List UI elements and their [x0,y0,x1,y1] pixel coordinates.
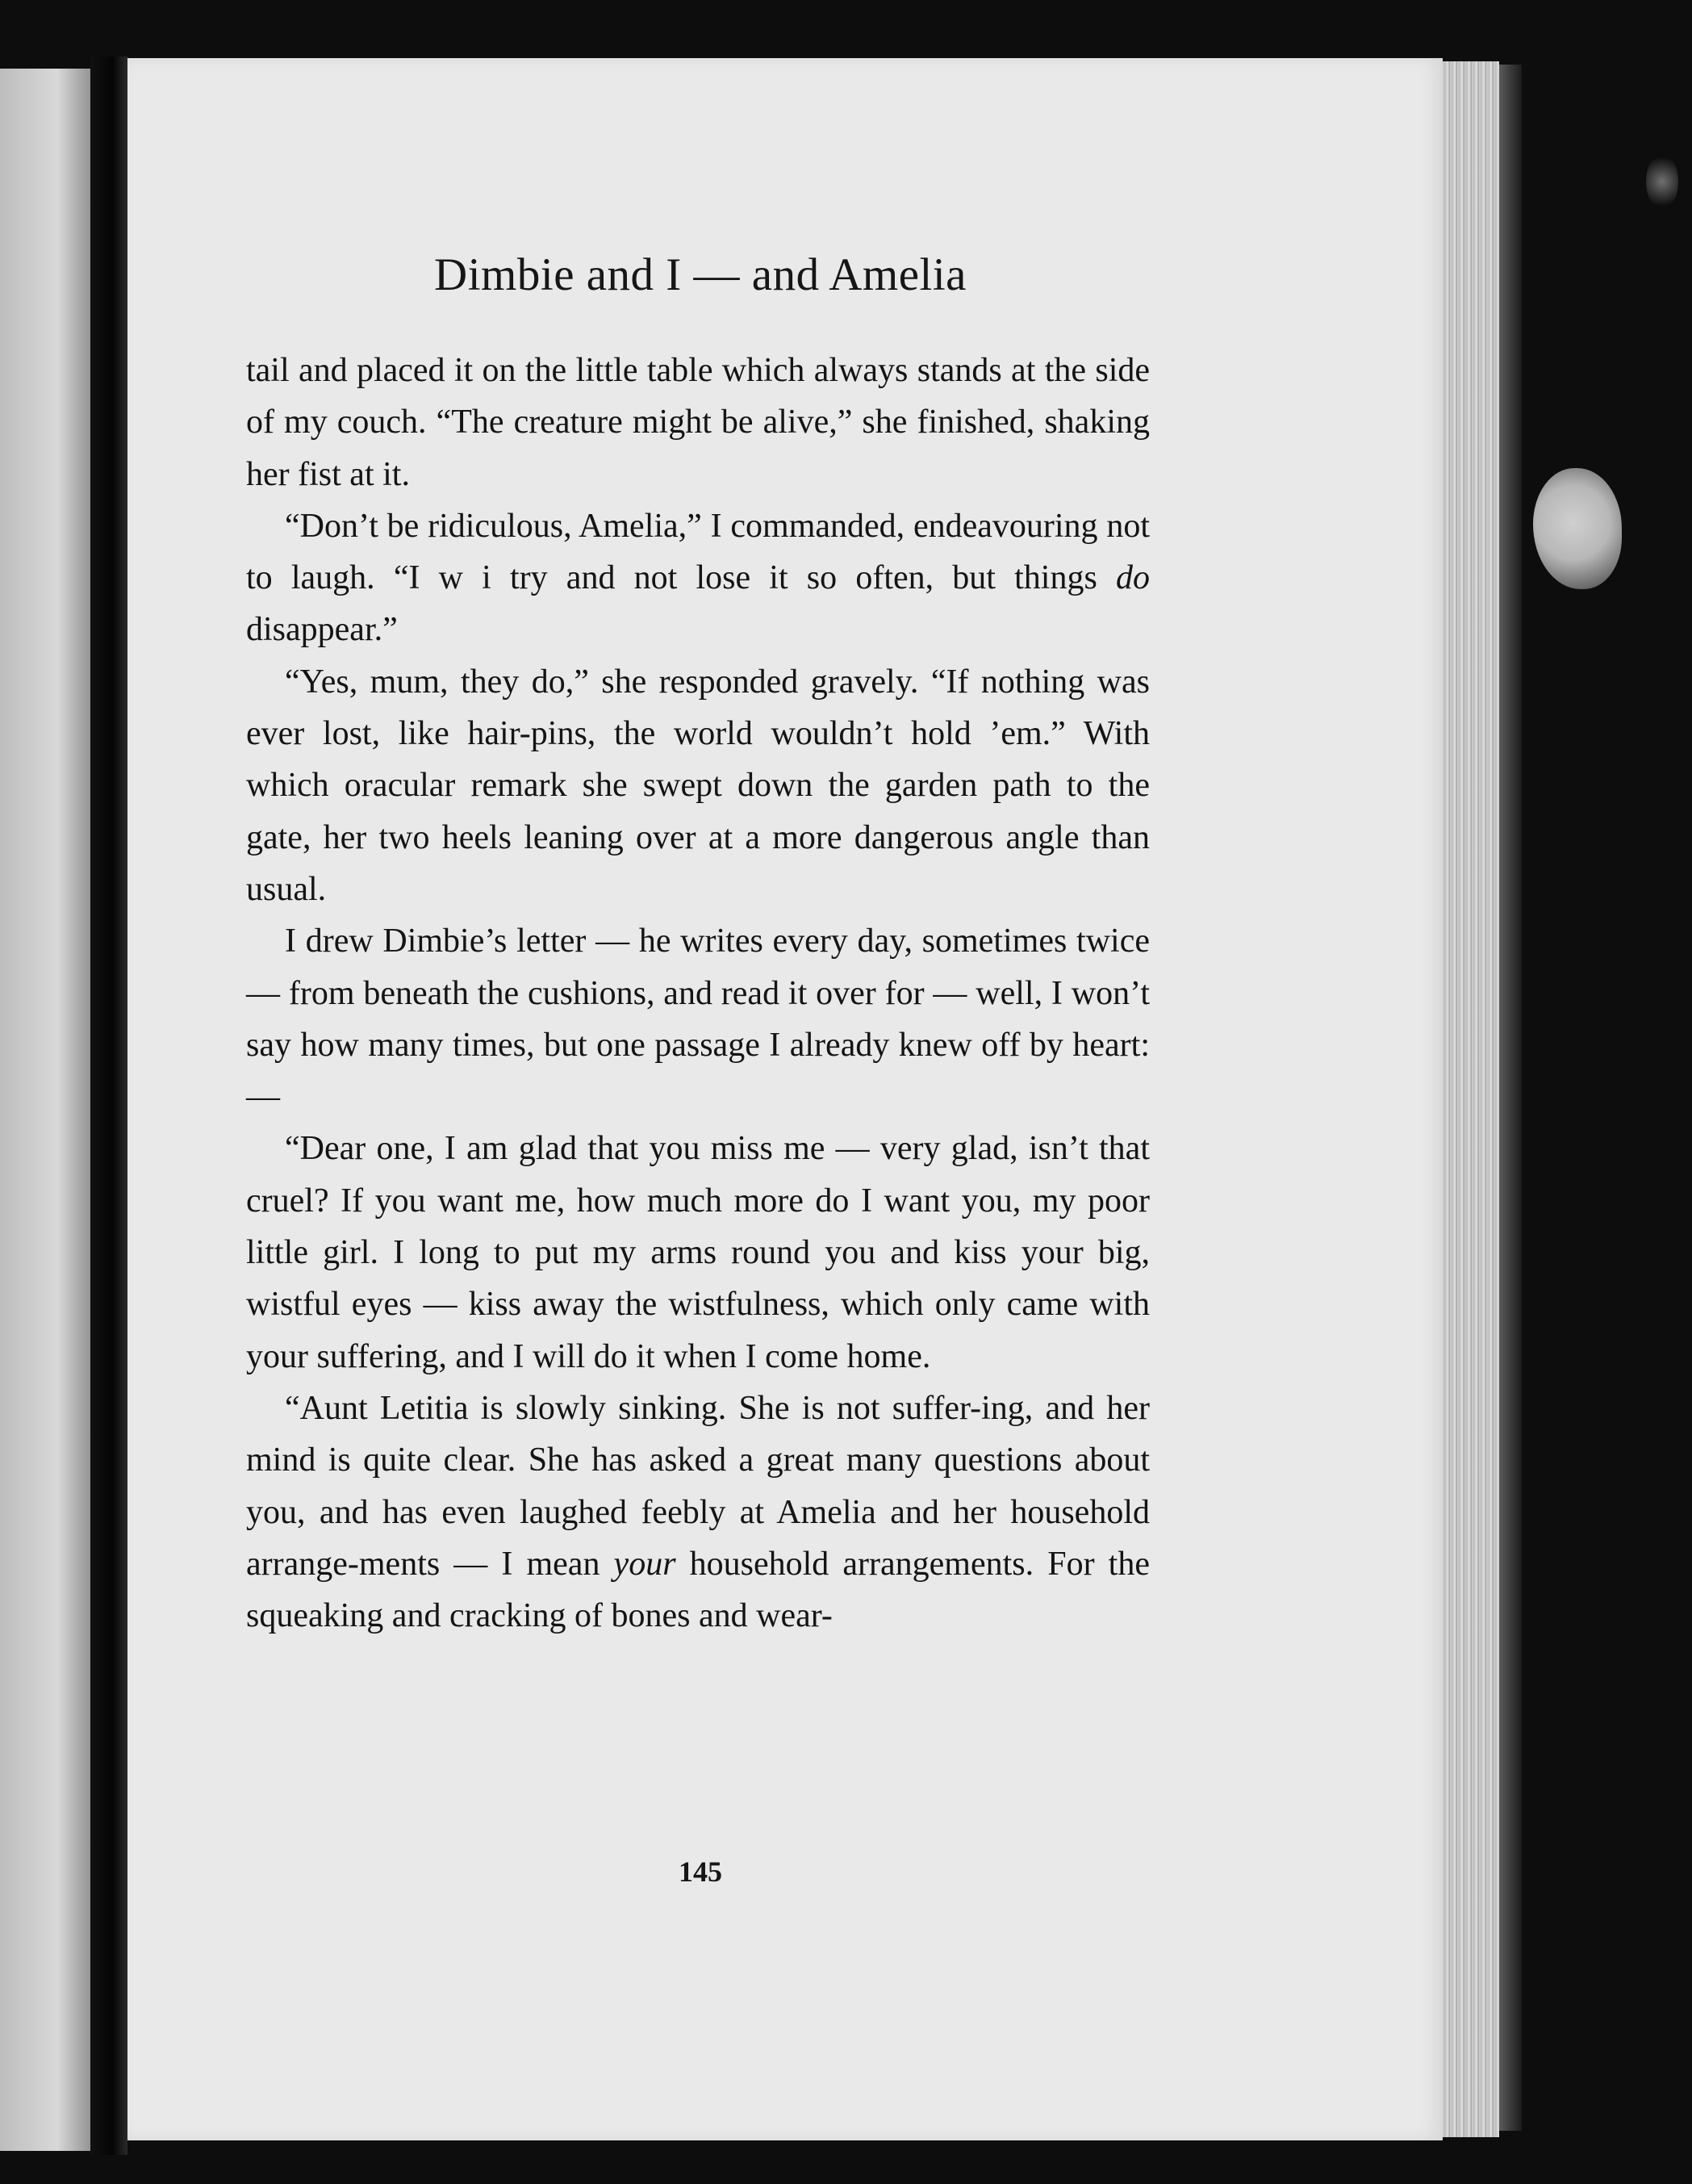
running-head: Dimbie and I — and Amelia [434,249,967,300]
emphasized-text: your [613,1545,676,1583]
paragraph [246,345,1150,500]
paragraph-text: I drew Dimbie’s letter — he writes every day, sometimes twice — from beneath the cushions, and read it over for — well, I won’t say how many times, but one passage I already knew off by heart: — [246,923,1150,1116]
paragraph-text: household arrangements. For the squeaking and cracking of bones and wear- [246,1545,1150,1635]
paragraph [246,656,1150,915]
paragraph-text: “Yes, mum, they do,” she responded gravely. “If nothing was ever lost, like hair-pins, the world wouldn’t hold ’em.” With which oracular remark she swept down the garden path to the gate, her two heels leaning over at a more dangerous angle than usual. [246,663,1150,908]
paragraph-text: tail and placed it on the little table which always stands at the side of my couch. “The creature might be alive,” she finished, shaking her fist at it. [246,352,1150,493]
paragraph-text: “Dear one, I am glad that you miss me — very glad, isn’t that cruel? If you want me, how much more do I want you, my poor little girl. I long to put my arms round you and kiss your big, wistful eyes — kiss away the wistfulness, which only came with your suffering, and I will do it when I come home. [246,1130,1150,1375]
paragraph [246,915,1150,1123]
paragraph [246,500,1150,656]
page-number: 145 [679,1856,722,1888]
paragraph-text: disappear.” [246,611,398,649]
body-text [246,345,1150,1642]
paragraph-text: “Don’t be ridiculous, Amelia,” I commanded, endeavouring not to laugh. “I w i try and not lose it so often, but things [246,507,1150,597]
scan-artifact-speck [1533,468,1622,589]
scan-artifact-speck-small [1646,153,1678,210]
page-stack-edge [1443,61,1499,2137]
book-gutter [90,56,127,2155]
book-cover-edge [1499,65,1522,2131]
paragraph-text: “Aunt Letitia is slowly sinking. She is not suffer-ing, and her mind is quite clear. She has asked a great many questions about you, and has even laughed feebly at Amelia and her household arrange-ments — I mean [246,1389,1150,1583]
paragraph [246,1383,1150,1642]
emphasized-text: do [1116,559,1150,597]
left-page-edge [0,69,95,2151]
paragraph [246,1123,1150,1382]
